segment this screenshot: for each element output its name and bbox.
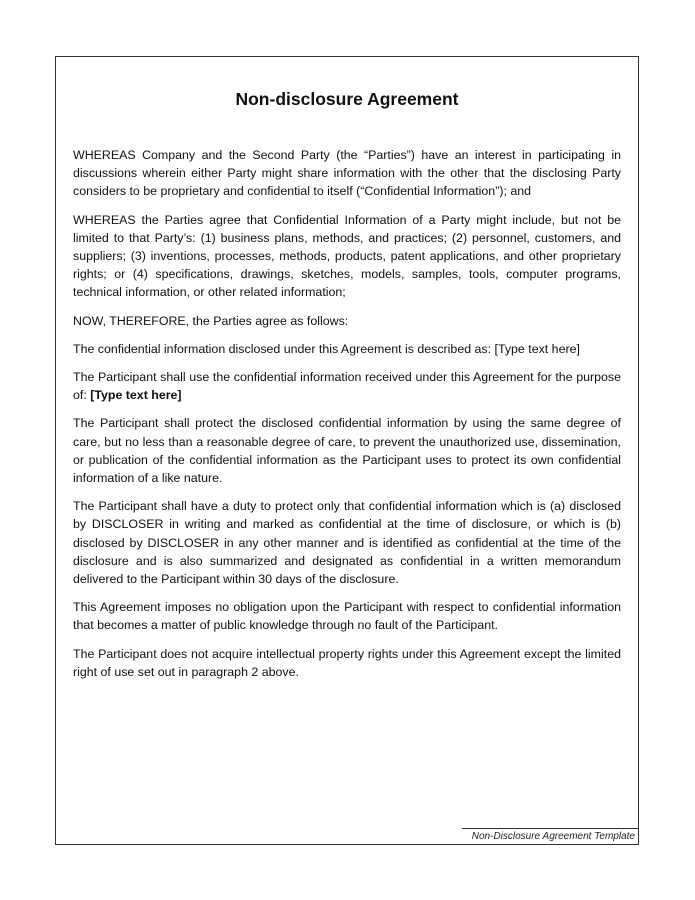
paragraph-purpose [73,368,621,404]
paragraph-confidential-description: The confidential information disclosed under this Agreement is described as: [Type text here] [73,341,580,356]
document-page [55,56,639,845]
footer-label: Non-Disclosure Agreement Template [471,831,635,842]
paragraph-whereas-1: WHEREAS Company and the Second Party (the “Parties”) have an interest in participating in discussions wherein either Party might share information with the other that the disclosing Party considers to be proprietary and confidential to itself (“Confidential Information”); and [73,148,621,199]
paragraph-now-therefore: NOW, THEREFORE, the Parties agree as follows: [73,313,349,328]
paragraph-ip-rights: The Participant does not acquire intellectual property rights under this Agreement except the limited right of use set out in paragraph 2 above. [73,646,621,679]
purpose-placeholder[interactable]: [Type text here] [90,388,182,403]
paragraph-protection: The Participant shall protect the disclosed confidential information by using the same degree of care, but no less than a reasonable degree of care, to prevent the unauthorized use, dissemination, or publication of the confidential information as the Participant uses to protect its own confidential information of a like nature. [73,416,621,486]
paragraph-duty: The Participant shall have a duty to protect only that confidential information which is (a) disclosed by DISCLOSER in writing and marked as confidential at the time of disclosure, or which is (b) disclosed by DISCLOSER in any other manner and is identified as confidential at the time of the disclosure and is also summarized and designated as confidential in a written memorandum delivered to the Participant within 30 days of the disclosure. [73,499,621,587]
paragraph-whereas-2: WHEREAS the Parties agree that Confidential Information of a Party might include, but not be limited to that Party’s: (1) business plans, methods, and practices; (2) personnel, customers, and suppliers; (3) inventions, processes, methods, products, patent applications, and other proprietary rights; or (4) specifications, drawings, sketches, models, samples, tools, computer programs, technical information, or other related information; [73,212,621,300]
document-body [73,146,621,691]
footer-divider [462,828,638,829]
purpose-text: The Participant shall use the confidential information received under this Agreement for the purpose of: [73,370,621,403]
document-title: Non-disclosure Agreement [235,89,459,109]
paragraph-obligation: This Agreement imposes no obligation upon the Participant with respect to confidential information that becomes a matter of public knowledge through no fault of the Participant. [73,600,621,633]
